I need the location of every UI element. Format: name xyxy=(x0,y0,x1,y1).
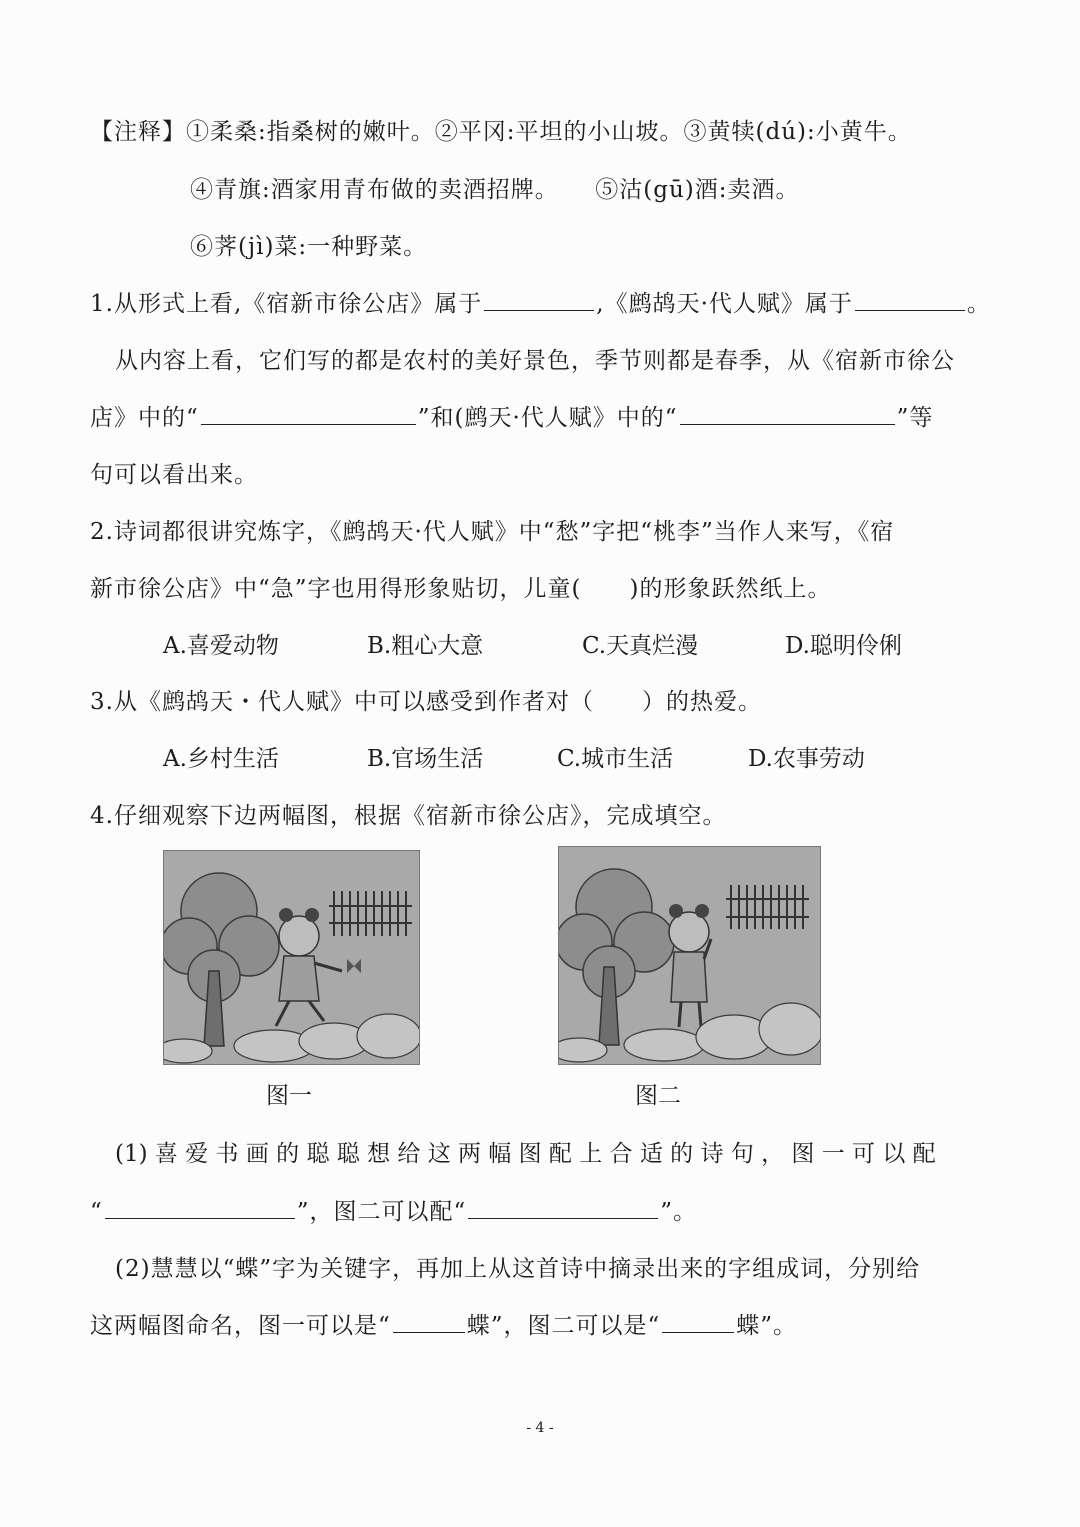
q4-p1-end: ”。 xyxy=(660,1199,698,1225)
q3-option-a[interactable]: A.乡村生活 xyxy=(163,746,279,772)
q1-text-c: 。 xyxy=(966,291,991,317)
question-1-line-3 xyxy=(90,402,995,434)
q1-text-b: ,《鹧鸪天·代人赋》属于 xyxy=(596,291,853,317)
q4-p1-text: ”，图二可以配“ xyxy=(296,1199,467,1225)
figure-2-caption: 图二 xyxy=(635,1083,681,1109)
q1-text-a: 1.从形式上看,《宿新市徐公店》属于 xyxy=(90,291,483,317)
q4-p2-text-a: 这两幅图命名，图一可以是“ xyxy=(90,1313,391,1339)
answer-blank[interactable] xyxy=(393,1310,465,1333)
q4-part-2-line-2 xyxy=(90,1310,995,1342)
q4-part-1-line-2 xyxy=(90,1196,995,1228)
answer-blank[interactable] xyxy=(484,288,594,311)
answer-blank[interactable] xyxy=(662,1310,734,1333)
answer-blank[interactable] xyxy=(105,1196,295,1219)
notes-line-3: ⑥荠(jì)菜:一种野菜。 xyxy=(190,234,428,260)
answer-blank[interactable] xyxy=(201,402,416,425)
q4-p2-text-b: 蝶”，图二可以是“ xyxy=(466,1313,661,1339)
q2-option-c[interactable]: C.天真烂漫 xyxy=(582,633,699,659)
question-1-line-4: 句可以看出来。 xyxy=(90,462,258,488)
question-1-line-1 xyxy=(90,288,995,320)
q1-text-e: 店》中的“ xyxy=(90,405,199,431)
answer-blank[interactable] xyxy=(680,402,895,425)
q3-option-d[interactable]: D.农事劳动 xyxy=(748,746,865,772)
q2-option-b[interactable]: B.粗心大意 xyxy=(367,633,484,659)
q1-text-g: ”等 xyxy=(896,405,934,431)
q4-part-1-line-1: (1) 喜 爱 书 画 的 聪 聪 想 给 这 两 幅 图 配 上 合 适 的 诗 句 ， 图 一 可 以 配 xyxy=(115,1141,936,1167)
page-number: - 4 - xyxy=(526,1420,554,1436)
notes-line-2: ④青旗:酒家用青布做的卖酒招牌。 ⑤沽(gū)酒:卖酒。 xyxy=(190,177,800,203)
question-3-line-1: 3.从《鹧鸪天・代人赋》中可以感受到作者对（ ）的热爱。 xyxy=(90,689,762,715)
q2-option-d[interactable]: D.聪明伶俐 xyxy=(785,633,902,659)
q4-part-2-line-1: (2)慧慧以“蝶”字为关键字，再加上从这首诗中摘录出来的字组成词，分别给 xyxy=(115,1256,921,1282)
q2-option-a[interactable]: A.喜爱动物 xyxy=(163,633,279,659)
q1-text-f: ”和(鹧天·代人赋》中的“ xyxy=(417,405,678,431)
figure-1-caption: 图一 xyxy=(266,1083,312,1109)
question-2-line-1: 2.诗词都很讲究炼字，《鹧鸪天·代人赋》中“愁”字把“桃李”当作人来写，《宿 xyxy=(90,519,895,545)
q3-option-b[interactable]: B.官场生活 xyxy=(367,746,484,772)
q4-p1-open-quote: “ xyxy=(90,1199,103,1225)
answer-blank[interactable] xyxy=(468,1196,658,1219)
notes-line-1: 【注释】①柔桑:指桑树的嫩叶。②平冈:平坦的小山坡。③黄犊(dú):小黄牛。 xyxy=(90,119,912,145)
figure-2-illustration xyxy=(558,846,821,1065)
answer-blank[interactable] xyxy=(855,288,965,311)
q4-p2-text-c: 蝶”。 xyxy=(736,1313,798,1339)
question-1-line-2: 从内容上看，它们写的都是农村的美好景色，季节则都是春季，从《宿新市徐公 xyxy=(115,348,955,374)
q3-option-c[interactable]: C.城市生活 xyxy=(557,746,674,772)
figure-1-illustration xyxy=(163,850,420,1065)
question-2-line-2: 新市徐公店》中“急”字也用得形象贴切，儿童( )的形象跃然纸上。 xyxy=(90,576,832,602)
question-4-line-1: 4.仔细观察下边两幅图，根据《宿新市徐公店》，完成填空。 xyxy=(90,803,727,829)
